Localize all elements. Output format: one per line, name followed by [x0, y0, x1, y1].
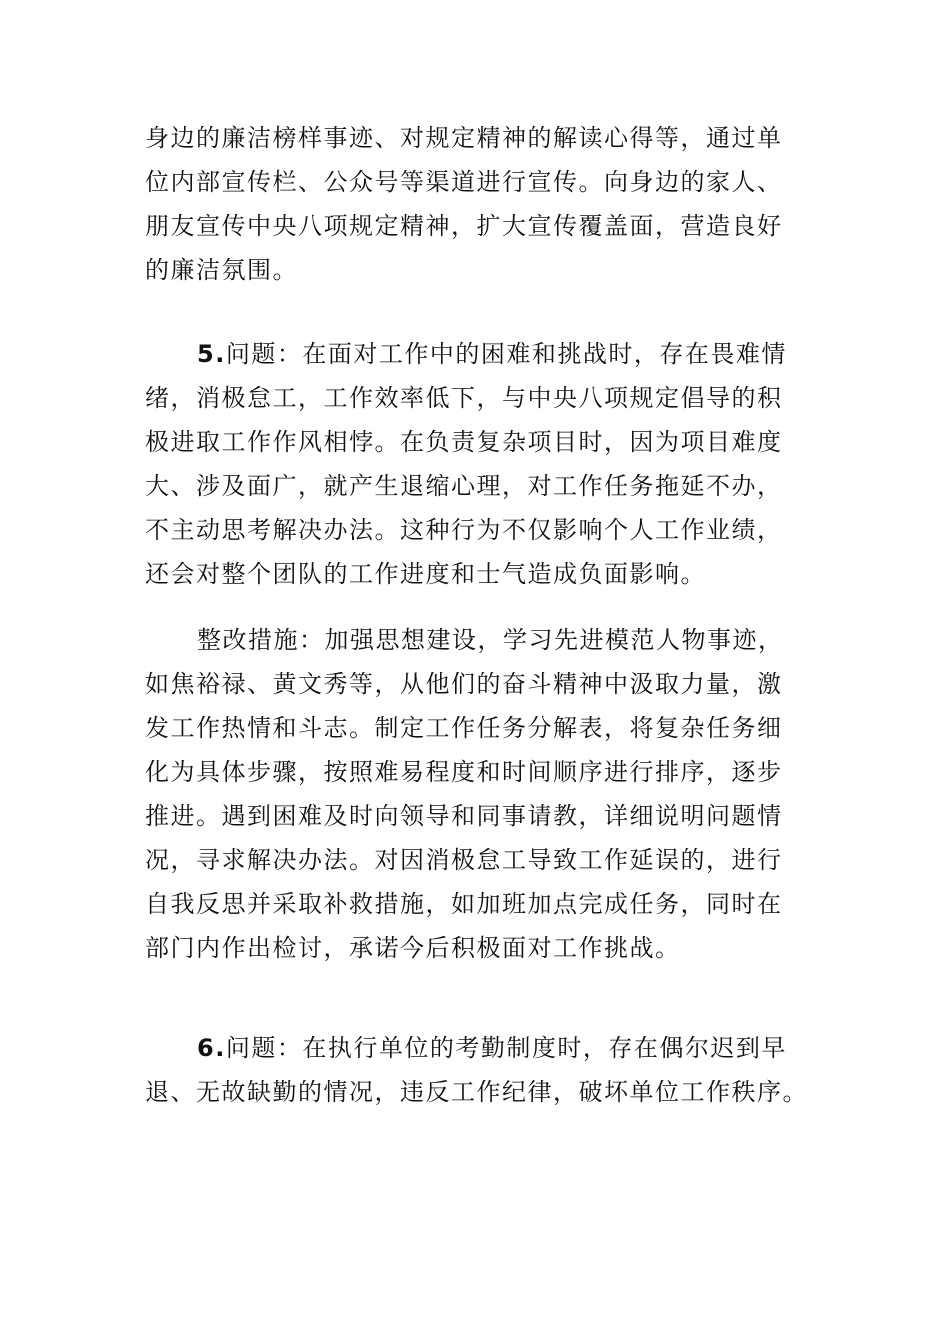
text-line: 推进。遇到困难及时向领导和同事请教，详细说明问题情: [145, 802, 783, 830]
text-line: 绪，消极怠工，工作效率低下，与中央八项规定倡导的积: [145, 384, 783, 412]
text-line: 化为具体步骤，按照难易程度和时间顺序进行排序，逐步: [145, 758, 783, 786]
text-line: [145, 332, 805, 376]
text-line: [145, 1026, 805, 1070]
item-heading-text: 问题：在执行单位的考勤制度时，存在偶尔迟到早: [225, 1034, 787, 1062]
text-line: 况，寻求解决办法。对因消极怠工导致工作延误的，进行: [145, 846, 783, 874]
item-number: 6.: [197, 1034, 226, 1062]
text-line: 自我反思并采取补救措施，如加班加点完成任务，同时在: [145, 890, 783, 918]
text-line: 极进取工作作风相悖。在负责复杂项目时，因为项目难度: [145, 428, 783, 456]
text-line: 部门内作出检讨，承诺今后积极面对工作挑战。: [145, 934, 681, 962]
text-line: 如焦裕禄、黄文秀等，从他们的奋斗精神中汲取力量，激: [145, 670, 783, 698]
item-number: 5.: [197, 340, 226, 368]
text-line: 身边的廉洁榜样事迹、对规定精神的解读心得等，通过单: [145, 124, 783, 152]
paragraph-rectification-5: [145, 618, 805, 970]
text-line: 还会对整个团队的工作进度和士气造成负面影响。: [145, 560, 706, 588]
text-line: 朋友宣传中央八项规定精神，扩大宣传覆盖面，营造良好: [145, 212, 783, 240]
paragraph-publicity: [145, 116, 805, 292]
text-line: 不主动思考解决办法。这种行为不仅影响个人工作业绩，: [145, 516, 783, 544]
paragraph-problem-5: [145, 332, 805, 596]
item-heading-text: 问题：在面对工作中的困难和挑战时，存在畏难情: [225, 340, 787, 368]
text-line: 的廉洁氛围。: [145, 256, 298, 284]
text-line: 发工作热情和斗志。制定工作任务分解表，将复杂任务细: [145, 714, 783, 742]
paragraph-problem-6: [145, 1026, 808, 1114]
text-line: 大、涉及面广，就产生退缩心理，对工作任务拖延不办，: [145, 472, 783, 500]
text-line: 整改措施：加强思想建设，学习先进模范人物事迹，: [197, 626, 784, 654]
text-line: 退、无故缺勤的情况，违反工作纪律，破坏单位工作秩序。: [145, 1078, 808, 1106]
text-line: 位内部宣传栏、公众号等渠道进行宣传。向身边的家人、: [145, 168, 783, 196]
